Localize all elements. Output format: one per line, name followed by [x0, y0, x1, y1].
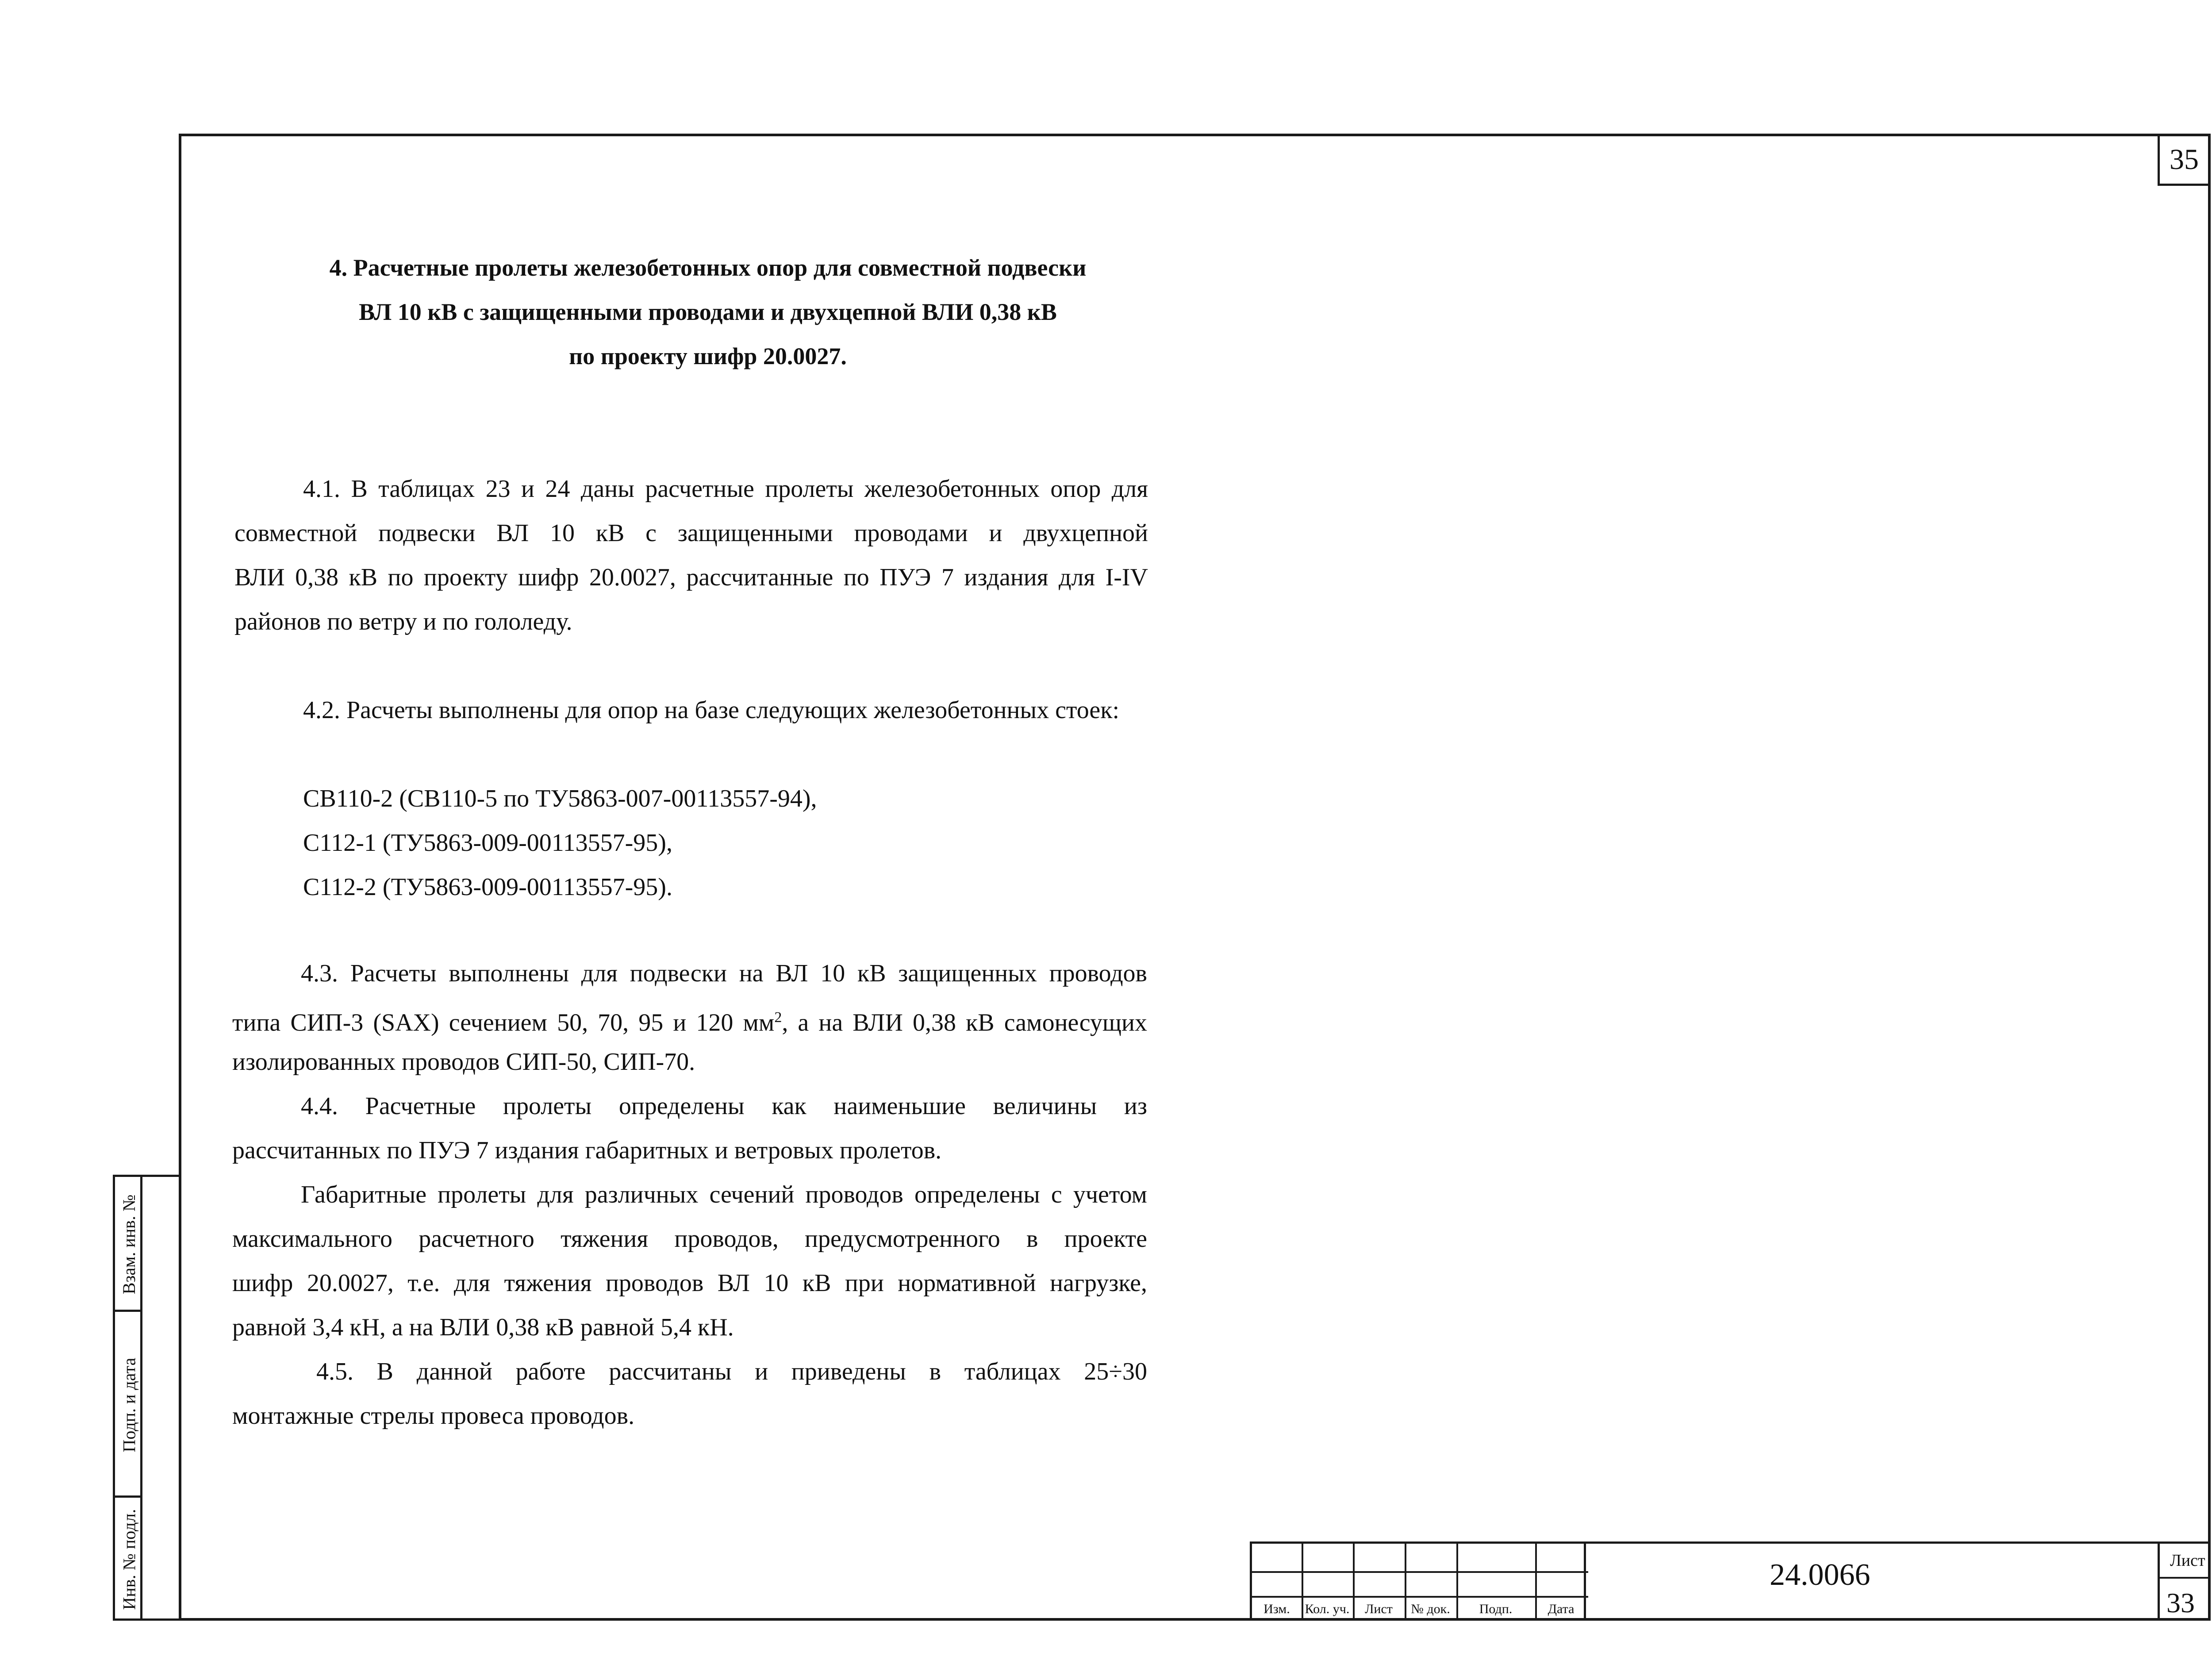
paragraph-line: типа СИП-3 (SAX) сечением 50, 70, 95 и 120 $мм^2$, а на ВЛИ 0,38 кВ самонесущих [232, 1009, 1147, 1037]
paragraph-line: монтажные стрелы провеса проводов. [232, 1402, 635, 1430]
paragraph-4-3 [232, 951, 1147, 1084]
side-label-inv: Инв. № подл. [119, 1509, 139, 1610]
title-col-label: Дата [1548, 1602, 1575, 1616]
side-stamp [113, 1175, 179, 1621]
post-item: С112-1 (ТУ5863-009-00113557-95), [303, 829, 672, 857]
title-col-label: Подп. [1479, 1602, 1513, 1616]
paragraph-line: изолированных проводов СИП-50, СИП-70. [232, 1048, 695, 1076]
document-code: 24.0066 [1770, 1558, 1870, 1592]
side-label-podp: Подп. и дата [119, 1357, 139, 1452]
title-col-label: Изм. [1263, 1602, 1290, 1616]
paragraph-line: рассчитанных по ПУЭ 7 издания габаритных и ветровых пролетов. [232, 1137, 942, 1164]
paragraph-line: равной 3,4 кН, а на ВЛИ 0,38 кВ равной 5,4 кН. [232, 1314, 734, 1341]
paragraph-line: 4.3. Расчеты выполнены для подвески на ВЛ 10 кВ защищенных проводов [301, 960, 1147, 987]
paragraph-line: Габаритные пролеты для различных сечений проводов определены с учетом [301, 1181, 1147, 1208]
paragraph-line: районов по ветру и по гололеду. [234, 608, 572, 635]
paragraph-4-2: 4.2. Расчеты выполнены для опор на базе следующих железобетонных стоек: [303, 696, 1120, 724]
paragraph-line: шифр 20.0027, т.е. для тяжения проводов ВЛ 10 кВ при нормативной нагрузке, [232, 1269, 1147, 1297]
paragraph-line: ВЛИ 0,38 кВ по проекту шифр 20.0027, рассчитанные по ПУЭ 7 издания для I-IV [234, 564, 1148, 591]
title-block [1250, 1541, 2211, 1621]
post-item: С112-2 (ТУ5863-009-00113557-95). [303, 873, 672, 901]
paragraph-4-5 [232, 1349, 1147, 1438]
section-heading [230, 246, 1186, 378]
paragraph-line: 4.5. В данной работе рассчитаны и приведены в таблицах 25÷30 [316, 1358, 1147, 1385]
title-col-label: № док. [1411, 1602, 1450, 1616]
heading-line-1: 4. Расчетные пролеты железобетонных опор для совместной подвески [329, 254, 1087, 281]
paragraph-clearance-spans [232, 1172, 1147, 1349]
title-col-label: Лист [1365, 1602, 1393, 1616]
heading-line-3: по проекту шифр 20.0027. [569, 343, 847, 369]
paragraph-line: совместной подвески ВЛ 10 кВ с защищенными проводами и двухцепной [234, 519, 1148, 547]
sheet-label: Лист [2170, 1551, 2205, 1570]
page-number: 35 [2158, 134, 2211, 186]
title-col-label: Кол. уч. [1305, 1602, 1350, 1616]
paragraph-line: 4.4. Расчетные пролеты определены как наименьшие величины из [301, 1092, 1147, 1120]
heading-line-2: ВЛ 10 кВ с защищенными проводами и двухцепной ВЛИ 0,38 кВ [359, 299, 1057, 325]
paragraph-4-4 [232, 1084, 1147, 1172]
post-item: СВ110-2 (СВ110-5 по ТУ5863-007-00113557-94), [303, 785, 817, 812]
paragraph-4-1 [234, 467, 1148, 644]
side-label-vzam: Взам. инв. № [119, 1194, 139, 1295]
paragraph-line: 4.1. В таблицах 23 и 24 даны расчетные пролеты железобетонных опор для [303, 475, 1148, 503]
paragraph-line: максимального расчетного тяжения проводов, предусмотренного в проекте [232, 1225, 1147, 1253]
sheet-number: 33 [2166, 1587, 2195, 1618]
